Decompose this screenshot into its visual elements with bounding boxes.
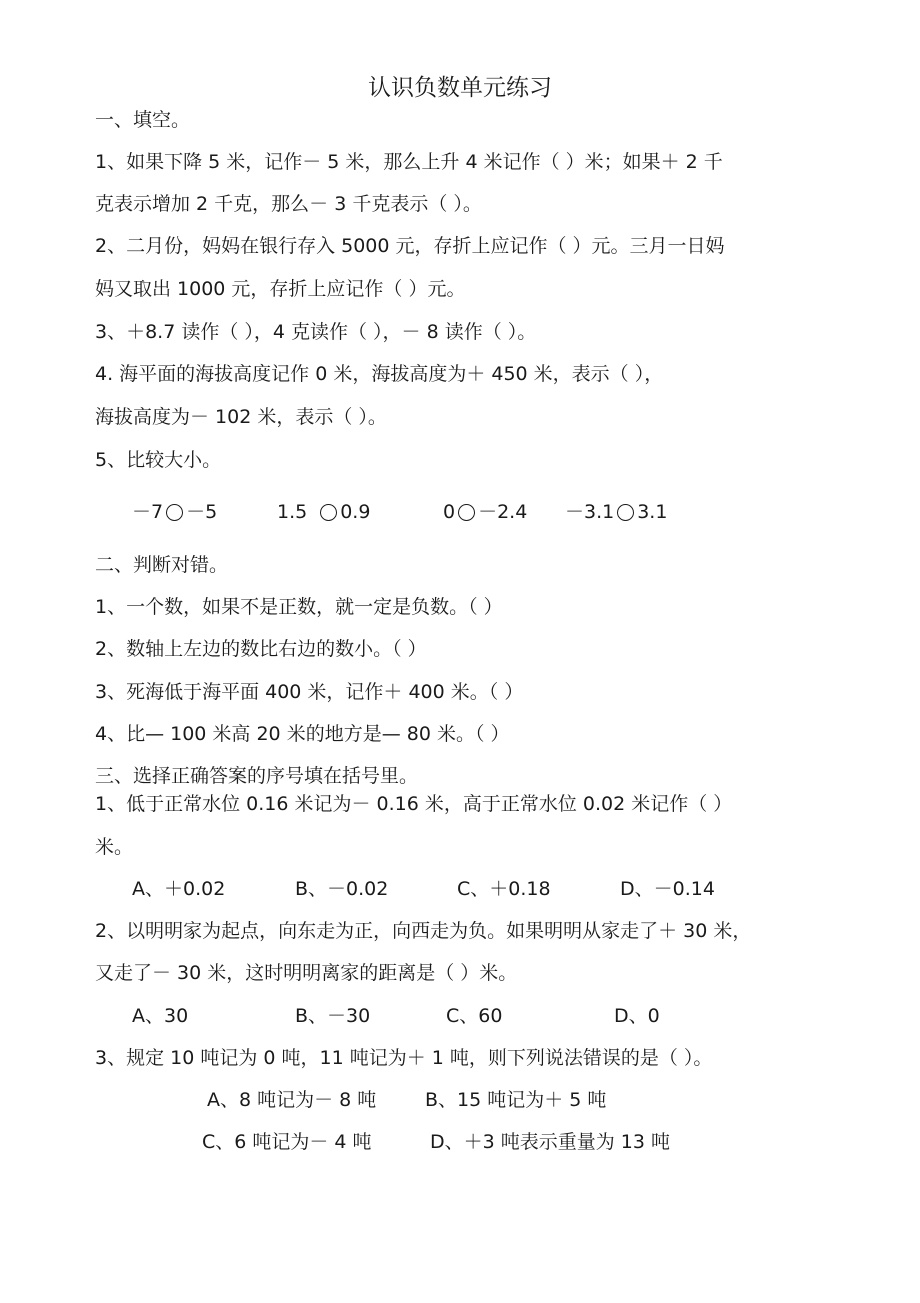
question-3-2-line-2: 又走了－ 30 米，这时明明离家的距离是（ ）米。 <box>95 962 518 984</box>
compare-right: 3.1 <box>637 501 668 523</box>
question-3-1-line-1: 1、低于正常水位 0.16 米记为－ 0.16 米，高于正常水位 0.02 米记作（ ） <box>95 793 733 815</box>
compare-left: 0 <box>443 501 456 523</box>
question-3-2-line-1: 2、以明明家为起点，向东走为正，向西走为负。如果明明从家走了＋ 30 米， <box>95 920 752 942</box>
option-c: C、＋0.18 <box>457 878 551 900</box>
section-1-heading: 一、填空。 <box>95 109 191 131</box>
compare-left: 1.5 <box>277 501 308 523</box>
question-3-3: 3、规定 10 吨记为 0 吨，11 吨记为＋ 1 吨，则下列说法错误的是（ ）。 <box>95 1047 713 1069</box>
option-a: A、8 吨记为－ 8 吨 <box>207 1089 377 1111</box>
compare-circle-icon[interactable] <box>458 504 475 521</box>
option-d: D、－0.14 <box>620 878 715 900</box>
judge-item: 4、比— 100 米高 20 米的地方是— 80 米。（ ） <box>95 723 510 745</box>
compare-circle-icon[interactable] <box>320 504 337 521</box>
option-b: B、－0.02 <box>295 878 389 900</box>
compare-item <box>277 500 370 524</box>
question-1-2-line-1: 2、二月份，妈妈在银行存入 5000 元，存折上应记作（ ）元。三月一日妈 <box>95 235 725 257</box>
judge-item: 2、数轴上左边的数比右边的数小。（ ） <box>95 638 427 660</box>
compare-right: －2.4 <box>478 501 528 523</box>
question-1-2-line-2: 妈又取出 1000 元，存折上应记作（ ）元。 <box>95 278 466 300</box>
question-1-4-line-2: 海拔高度为－ 102 米，表示（ ）。 <box>95 406 387 428</box>
question-3-1-line-2: 米。 <box>95 836 134 858</box>
option-d: D、＋3 吨表示重量为 13 吨 <box>430 1131 671 1153</box>
question-1-4-line-1: 4. 海平面的海拔高度记作 0 米，海拔高度为＋ 450 米，表示（ ）， <box>95 363 664 385</box>
option-b: B、－30 <box>295 1005 371 1027</box>
compare-item <box>565 500 667 524</box>
question-1-1-line-1: 1、如果下降 5 米，记作－ 5 米，那么上升 4 米记作（ ）米；如果＋ 2 千 <box>95 151 723 173</box>
judge-item: 1、一个数，如果不是正数，就一定是负数。（ ） <box>95 596 503 618</box>
compare-item <box>443 500 527 524</box>
compare-circle-icon[interactable] <box>617 504 634 521</box>
compare-right: －5 <box>186 501 218 523</box>
option-c: C、6 吨记为－ 4 吨 <box>202 1131 372 1153</box>
option-b: B、15 吨记为＋ 5 吨 <box>425 1089 607 1111</box>
option-c: C、60 <box>446 1005 503 1027</box>
option-a: A、＋0.02 <box>132 878 226 900</box>
section-3-heading: 三、选择正确答案的序号填在括号里。 <box>95 765 419 787</box>
judge-item: 3、死海低于海平面 400 米，记作＋ 400 米。（ ） <box>95 681 524 703</box>
page-title: 认识负数单元练习 <box>368 75 552 101</box>
compare-item <box>132 500 217 524</box>
question-1-1-line-2: 克表示增加 2 千克，那么－ 3 千克表示（ ）。 <box>95 193 482 215</box>
compare-left: －7 <box>132 501 164 523</box>
compare-circle-icon[interactable] <box>166 504 183 521</box>
option-d: D、0 <box>614 1005 660 1027</box>
question-1-3: 3、＋8.7 读作（ ），4 克读作（ ），－ 8 读作（ ）。 <box>95 321 537 343</box>
compare-right: 0.9 <box>340 501 371 523</box>
question-1-5: 5、比较大小。 <box>95 449 222 471</box>
option-a: A、30 <box>132 1005 189 1027</box>
section-2-heading: 二、判断对错。 <box>95 554 229 576</box>
compare-left: －3.1 <box>565 501 615 523</box>
